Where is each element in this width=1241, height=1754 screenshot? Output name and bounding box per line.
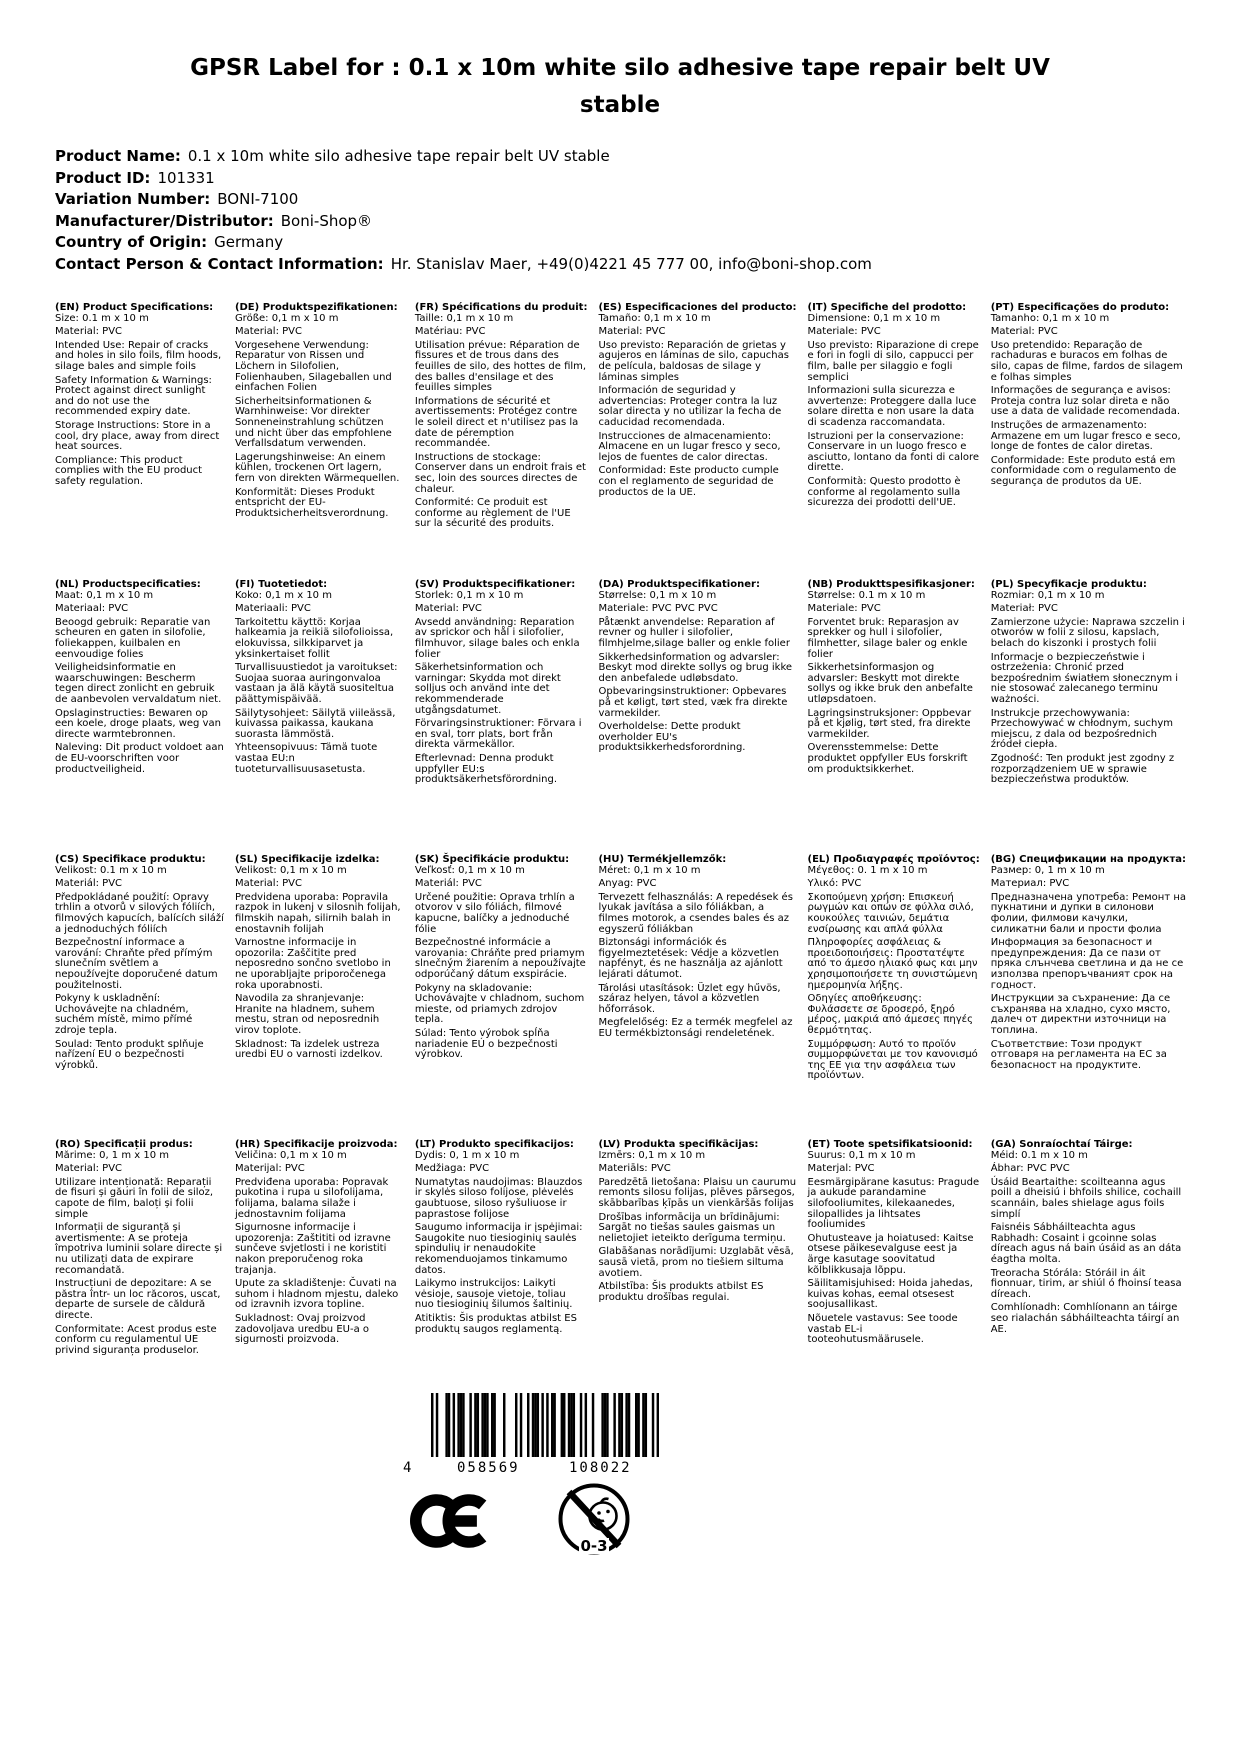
lang-paragraph: Veiligheidsinformatie en waarschuwingen: Bescherm tegen direct zonlicht en gebruik de aanbevolen vervaldatum niet. bbox=[55, 662, 222, 705]
lang-paragraph: Instructions de stockage: Conserver dans un endroit frais et sec, loin des sources directes de chaleur. bbox=[414, 451, 586, 495]
lang-paragraph: Информация за безопасност и предупреждения: Да се пази от пряка слънчева светлина и да не се използва препоръчваният срок на годност. bbox=[990, 937, 1184, 991]
lang-paragraph: Opbevaringsinstruktioner: Opbevares på et køligt, tørt sted, væk fra direkte varmekilder. bbox=[598, 686, 788, 719]
lang-block-header: (FR) Spécifications du produit: bbox=[414, 302, 588, 313]
lang-paragraph: Material: PVC bbox=[55, 326, 123, 338]
lang-paragraph: Informations de sécurité et avertissements: Protégez contre le soleil direct et n'utilisez pas la date de péremption recommandée. bbox=[414, 395, 579, 450]
lang-paragraph: Conformidad: Este producto cumple con el reglamento de seguridad de productos de la UE. bbox=[598, 465, 779, 498]
lang-paragraph: Σκοπούμενη χρήση: Επισκευή ρωγμών και οπών σε φύλλα σιλό, κουκούλες ταινιών, δεμάτια ενσίρωσης και απλά φύλλα bbox=[807, 891, 974, 935]
lang-paragraph: Overensstemmelse: Dette produktet oppfyller EUs forskrift om produktsikkerhet. bbox=[807, 742, 968, 775]
lang-block-header: (ES) Especificaciones del producto: bbox=[598, 302, 797, 313]
lang-paragraph: Utilizare intenționată: Reparații de fisuri și găuri în folii de siloz, capote de film, baloți și folii simple bbox=[55, 1176, 214, 1220]
ce-mark-icon bbox=[410, 1492, 496, 1550]
lang-paragraph: Uso pretendido: Reparação de rachaduras e buracos em folhas de silo, capas de filme, fardos de silagem e folhas simples bbox=[990, 339, 1183, 383]
lang-block-en bbox=[55, 303, 224, 580]
lang-block-header: (IT) Specifiche del prodotto: bbox=[807, 302, 967, 313]
lang-block-body bbox=[415, 866, 588, 1061]
lang-paragraph: Conformità: Questo prodotto è conforme al regolamento sulla sicurezza dei prodotti dell'UE. bbox=[807, 475, 961, 509]
lang-block-body bbox=[235, 591, 404, 776]
lang-paragraph: Taille: 0,1 m x 10 m bbox=[414, 312, 514, 324]
lang-paragraph: Ábhar: PVC PVC bbox=[990, 1163, 1070, 1175]
product-info-row bbox=[55, 232, 872, 254]
lang-paragraph: Rozmiar: 0,1 m x 10 m bbox=[990, 589, 1105, 601]
lang-block-header: (SL) Specifikacije izdelka: bbox=[234, 854, 380, 865]
lang-paragraph: Faisnéis Sábháilteachta agus Rabhadh: Cosaint i gcoinne solas díreach agus ná bain úsáid as an dáta éagtha molta. bbox=[990, 1222, 1182, 1265]
lang-paragraph: Tárolási utasítások: Üzlet egy hűvös, száraz helyen, távol a közvetlen hőforrások. bbox=[598, 982, 781, 1015]
product-info-value: Boni-Shop® bbox=[280, 211, 373, 230]
lang-block-header: (SV) Produktspecifikationer: bbox=[414, 579, 576, 590]
lang-paragraph: Saugumo informacija ir įspėjimai: Saugokite nuo tiesioginių saulės spindulių ir nenaudokite rekomenduojamos tinkamumo datos. bbox=[414, 1222, 583, 1276]
lang-paragraph: Säilitamisjuhised: Hoida jahedas, kuivas kohas, eemal otsesest soojusallikast. bbox=[807, 1278, 973, 1311]
lang-paragraph: Intended Use: Repair of cracks and holes in silo foils, film hoods, silage bales and simple foils bbox=[55, 339, 222, 372]
lang-paragraph: Materiál: PVC bbox=[414, 878, 482, 890]
lang-paragraph: Materiale: PVC bbox=[807, 326, 881, 338]
lang-block-body bbox=[55, 314, 224, 488]
lang-paragraph: Compliance: This product complies with the EU product safety regulation. bbox=[55, 454, 203, 487]
lang-paragraph: Οδηγίες αποθήκευσης: Φυλάσσετε σε δροσερό, ξηρό μέρος, μακριά από άμεσες πηγές θερμότητας. bbox=[807, 993, 973, 1036]
lang-paragraph: Anyag: PVC bbox=[598, 878, 657, 890]
lang-paragraph: Nõuetele vastavus: See toode vastab EL-i tooteohutusmäärusele. bbox=[807, 1312, 958, 1346]
lang-paragraph: Glabāšanas norādījumi: Uzglabāt vēsā, sausā vietā, prom no tiešiem siltuma avotiem. bbox=[598, 1246, 794, 1279]
lang-paragraph: Skladnost: Ta izdelek ustreza uredbi EU o varnosti izdelkov. bbox=[234, 1038, 383, 1061]
lang-paragraph: Предназначена употреба: Ремонт на пукнатини и дупки в силонови фолии, филмови качулки, силикатни бали и прости фолиа bbox=[990, 891, 1187, 935]
lang-paragraph: Paredzētā lietošana: Plaisu un caurumu remonts silosu folijas, plēves pārsegos, skābbarības ķīpās un vienkāršās folijas bbox=[598, 1176, 797, 1209]
product-info-value: Germany bbox=[214, 233, 284, 251]
lang-paragraph: Materiale: PVC bbox=[807, 603, 881, 615]
lang-paragraph: Materjal: PVC bbox=[807, 1163, 875, 1175]
lang-paragraph: Efterlevnad: Denna produkt uppfyller EU:s produktsäkerhetsförordning. bbox=[414, 752, 558, 786]
age-warning-label: 0-3 bbox=[580, 1537, 608, 1555]
lang-block-fr bbox=[415, 303, 588, 580]
barcode-digits-right: 108022 bbox=[569, 1460, 632, 1476]
lang-paragraph: Sukladnost: Ovaj proizvod zadovoljava uredbu EU-a o sigurnosti proizvoda. bbox=[234, 1312, 369, 1346]
lang-paragraph: Sikkerhedsinformation og advarsler: Beskyt mod direkte sollys og brug ikke den anbefalede udløbsdato. bbox=[598, 651, 793, 684]
lang-paragraph: Matériau: PVC bbox=[414, 326, 486, 338]
product-info-row bbox=[55, 168, 872, 190]
lang-paragraph: Soulad: Tento produkt splňuje nařízení EU o bezpečnosti výrobků. bbox=[55, 1038, 204, 1071]
lang-paragraph: Μέγεθος: 0. 1 m x 10 m bbox=[807, 864, 928, 876]
lang-paragraph: Navodila za shranjevanje: Hranite na hladnem, suhem mestu, stran od neposrednih virov toplote. bbox=[234, 993, 380, 1036]
lang-paragraph: Předpokládané použití: Opravy trhlin a otvorů v silových fóliích, filmových kapucích, balících siláží a jednoduchých fóliích bbox=[55, 891, 224, 935]
lang-paragraph: Veľkosť: 0,1 m x 10 m bbox=[414, 864, 525, 876]
lang-paragraph: Mărime: 0, 1 m x 10 m bbox=[55, 1149, 170, 1161]
lang-paragraph: Predviđena uporaba: Popravak pukotina i rupa u silofolijama, folijama, balama silaže i jednostavnim folijama bbox=[234, 1176, 389, 1220]
lang-block-body bbox=[808, 591, 980, 776]
lang-paragraph: Sikkerhetsinformasjon og advarsler: Beskytt mot direkte sollys og ikke bruk den anbefalte utløpsdatoen. bbox=[807, 662, 973, 705]
lang-paragraph: Tarkoitettu käyttö: Korjaa halkeamia ja reikiä silofolioissa, elokuvissa, silkkiparvet ja yksinkertaiset follit bbox=[234, 616, 394, 660]
lang-paragraph: Forventet bruk: Reparasjon av sprekker og hull i silofolier, filmhetter, silage baler og enkle folier bbox=[807, 616, 968, 660]
lang-block-body bbox=[598, 591, 796, 754]
lang-paragraph: Naleving: Dit product voldoet aan de EU-voorschriften voor productveiligheid. bbox=[55, 742, 224, 775]
lang-block-header: (PL) Specyfikacje produktu: bbox=[990, 579, 1147, 590]
lang-paragraph: Uso previsto: Riparazione di crepe e fori in fogli di silo, cappucci per film, balle per silaggio e fogli semplici bbox=[807, 339, 979, 383]
product-info-value: Hr. Stanislav Maer, +49(0)4221 45 777 00, info@boni-shop.com bbox=[390, 254, 872, 273]
lang-paragraph: Material: PVC bbox=[990, 326, 1058, 338]
lang-paragraph: Instruções de armazenamento: Armazene em um lugar fresco e seco, longe de fontes de calor diretas. bbox=[990, 419, 1181, 453]
lang-paragraph: Conformité: Ce produit est conforme au règlement de l'UE sur la sécurité des produits. bbox=[414, 497, 571, 530]
lang-paragraph: Úsáid Beartaithe: scoilteanna agus poill a dheisiú i bhfoils shilice, cochaill scannáin, bales shielage agus foils simplí bbox=[990, 1176, 1182, 1220]
lang-paragraph: Turvallisuustiedot ja varoitukset: Suojaa suoraa auringonvaloa vastaan ja älä käytä suositeltua päättymispäivää. bbox=[234, 662, 398, 705]
lang-block-body bbox=[991, 1151, 1186, 1336]
lang-block-body bbox=[598, 866, 796, 1040]
barcode-digits-left: 058569 bbox=[457, 1460, 520, 1476]
lang-paragraph: Informații de siguranță și avertismente: A se proteja împotriva luminii solare directe și nu utilizați data de expirare recomandată. bbox=[55, 1222, 223, 1276]
ean13-barcode bbox=[431, 1393, 659, 1457]
lang-paragraph: Vorgesehene Verwendung: Reparatur von Rissen und Löchern in Silofolien, Folienhauben, Silageballen und einfachen Folien bbox=[234, 339, 392, 394]
lang-block-body bbox=[808, 314, 980, 509]
lang-paragraph: Size: 0.1 m x 10 m bbox=[55, 312, 149, 324]
lang-paragraph: Velikost: 0.1 m x 10 m bbox=[55, 864, 167, 876]
product-info-label: Variation Number: bbox=[55, 190, 211, 208]
lang-paragraph: Storlek: 0,1 m x 10 m bbox=[414, 589, 524, 601]
lang-block-sl bbox=[235, 855, 404, 1140]
product-info-label: Contact Person & Contact Information: bbox=[55, 254, 384, 273]
product-info-label: Country of Origin: bbox=[55, 233, 208, 251]
lang-paragraph: Suurus: 0,1 m x 10 m bbox=[807, 1149, 916, 1161]
lang-paragraph: Conformitate: Acest produs este conform cu regulamentul UE privind siguranța produselor. bbox=[55, 1323, 217, 1356]
lang-paragraph: Izmērs: 0,1 m x 10 m bbox=[598, 1149, 706, 1161]
product-info-row bbox=[55, 254, 872, 276]
lang-paragraph: Συμμόρφωση: Αυτό το προϊόν συμμορφώνεται με τον κανονισμό της ΕΕ για την ασφάλεια των προϊόντων. bbox=[807, 1038, 978, 1082]
lang-paragraph: Predvidena uporaba: Popravila razpok in lukenj v silosnih folijah, filmskih napah, silirnih balah in enostavnih folijah bbox=[234, 891, 401, 935]
lang-paragraph: Informações de segurança e avisos: Proteja contra luz solar direta e não use a data de validade recomendada. bbox=[990, 385, 1181, 418]
lang-block-body bbox=[808, 866, 980, 1082]
lang-paragraph: Instrucțiuni de depozitare: A se păstra într- un loc răcoros, uscat, departe de sursele de căldură directe. bbox=[55, 1278, 221, 1321]
lang-paragraph: Konformität: Dieses Produkt entspricht der EU-Produktsicherheitsverordnung. bbox=[234, 486, 389, 519]
lang-block-de bbox=[235, 303, 404, 580]
lang-paragraph: Instrucciones de almacenamiento: Almacene en un lugar fresco y seco, lejos de fuentes de calor directas. bbox=[598, 430, 781, 463]
lang-block-cs bbox=[55, 855, 224, 1140]
lang-block-header: (NB) Produkttspesifikasjoner: bbox=[807, 579, 975, 590]
lang-paragraph: Méret: 0,1 m x 10 m bbox=[598, 864, 701, 876]
lang-paragraph: Sigurnosne informacije i upozorenja: Zaštititi od izravne sunčeve svjetlosti i ne koristiti nakon preporučenog roka trajanja. bbox=[234, 1222, 391, 1276]
lang-block-header: (BG) Спецификации на продукта: bbox=[990, 854, 1186, 865]
lang-paragraph: Pokyny k uskladnění: Uchovávejte na chladném, suchém místě, mimo přímé zdroje tepla. bbox=[55, 993, 193, 1036]
lang-block-bg bbox=[991, 855, 1186, 1140]
lang-paragraph: Dydis: 0, 1 m x 10 m bbox=[414, 1149, 520, 1161]
product-info-value: 0.1 x 10m white silo adhesive tape repair belt UV stable bbox=[187, 147, 610, 165]
lang-block-header: (HU) Termékjellemzők: bbox=[598, 854, 727, 865]
lang-paragraph: Υλικό: PVC bbox=[807, 878, 862, 890]
lang-block-header: (LT) Produkto specifikacijos: bbox=[414, 1139, 574, 1150]
lang-paragraph: Veličina: 0,1 m x 10 m bbox=[234, 1149, 347, 1161]
lang-block-header: (LV) Produkta specifikācijas: bbox=[598, 1139, 759, 1150]
lang-paragraph: Material: PVC bbox=[234, 326, 302, 338]
lang-paragraph: Инструкции за съхранение: Да се съхранява на хладно, сухо място, далеч от директни източници на топлина. bbox=[990, 993, 1171, 1036]
lang-block-header: (HR) Specifikacije proizvoda: bbox=[234, 1139, 398, 1150]
lang-paragraph: Opslaginstructies: Bewaren op een koele, droge plaats, weg van directe warmtebronnen. bbox=[55, 707, 221, 740]
lang-paragraph: Comhlíonadh: Comhlíonann an táirge seo rialachán sábháilteachta táirgí an AE. bbox=[990, 1302, 1180, 1335]
lang-block-header: (EL) Προδιαγραφές προϊόντος: bbox=[807, 854, 980, 865]
lang-paragraph: Méid: 0.1 m x 10 m bbox=[990, 1149, 1088, 1161]
lang-block-body bbox=[235, 866, 404, 1061]
lang-paragraph: Eesmärgipärane kasutus: Pragude ja aukude parandamine silofooliumites, kilekaanedes, silopallides ja lihtsates fooliumides bbox=[807, 1176, 980, 1231]
product-info-label: Product ID: bbox=[55, 168, 151, 187]
lang-paragraph: Размер: 0, 1 m x 10 m bbox=[990, 864, 1105, 876]
lang-paragraph: Materiał: PVC bbox=[990, 603, 1058, 615]
lang-paragraph: Tervezett felhasználás: A repedések és lyukak javítása a silo fóliákban, a filmes motorok, a csendes bales és az egyszerű fóliákban bbox=[598, 891, 793, 935]
lang-paragraph: Určené použitie: Oprava trhlín a otvorov v silo fóliách, filmové kapucne, balíčky a jednoduché fólie bbox=[414, 891, 575, 935]
lang-block-ro bbox=[55, 1140, 224, 1356]
lang-paragraph: Ohutusteave ja hoiatused: Kaitse otsese päikesevalguse eest ja ärge kasutage soovitatud kõlblikkusaja lõppu. bbox=[807, 1232, 974, 1276]
lang-paragraph: Sicherheitsinformationen & Warnhinweise: Vor direkter Sonneneinstrahlung schützen und nicht über das empfohlene Verfallsdatum verwenden. bbox=[234, 395, 392, 450]
page-title: GPSR Label for : 0.1 x 10m white silo adhesive tape repair belt UV stable bbox=[190, 55, 1050, 118]
lang-block-lv bbox=[598, 1140, 796, 1356]
product-info-row bbox=[55, 189, 872, 211]
lang-paragraph: Avsedd användning: Reparation av sprickor och hål i silofolier, filmhuvor, silage bales och enkla folier bbox=[414, 616, 580, 660]
lang-block-sv bbox=[415, 580, 588, 855]
lang-paragraph: Materiál: PVC bbox=[55, 878, 123, 890]
lang-paragraph: Numatytas naudojimas: Blauzdos ir skylės siloso folijose, plėvelės gaubtuose, siloso ryšuliuose ir paprastose folijose bbox=[414, 1176, 583, 1220]
lang-block-header: (DA) Produktspecifikationer: bbox=[598, 579, 760, 590]
barcode-digit-leading: 4 bbox=[403, 1460, 414, 1476]
product-info-label: Product Name: bbox=[55, 147, 181, 165]
age-warning-0-3-icon bbox=[556, 1481, 632, 1557]
lang-paragraph: Medžiaga: PVC bbox=[414, 1163, 490, 1175]
lang-paragraph: Größe: 0,1 m x 10 m bbox=[234, 312, 339, 324]
lang-paragraph: Atbilstība: Šis produkts atbilst ES produktu drošības regulai. bbox=[598, 1281, 764, 1303]
lang-paragraph: Biztonsági információk és figyelmeztetések: Védje a közvetlen napfényt, és ne használja az ajánlott lejárati dátumot. bbox=[598, 937, 783, 980]
lang-block-body bbox=[55, 591, 224, 776]
lang-block-body bbox=[991, 591, 1186, 786]
lang-block-it bbox=[808, 303, 980, 580]
lang-paragraph: Material: PVC bbox=[55, 1163, 123, 1175]
lang-paragraph: Material: PVC bbox=[234, 878, 302, 890]
lang-paragraph: Materijal: PVC bbox=[234, 1163, 305, 1175]
product-info bbox=[55, 146, 872, 275]
lang-block-header: (GA) Sonraíochtaí Táirge: bbox=[990, 1139, 1133, 1150]
lang-block-sk bbox=[415, 855, 588, 1140]
product-info-value: 101331 bbox=[157, 168, 215, 187]
lang-paragraph: Información de seguridad y advertencias: Proteger contra la luz solar directa y no utilizar la fecha de caducidad recomendada. bbox=[598, 385, 782, 428]
lang-block-body bbox=[415, 314, 588, 530]
lang-block-body bbox=[598, 314, 796, 499]
product-info-row bbox=[55, 146, 872, 168]
lang-paragraph: Zamierzone użycie: Naprawa szczelin i otworów w folii z silosu, kapslach, belach do kiszonki i prostych folii bbox=[990, 616, 1185, 649]
lang-block-da bbox=[598, 580, 796, 855]
lang-paragraph: Beoogd gebruik: Reparatie van scheuren en gaten in silofolie, foliekappen, kuilbalen en eenvoudige folies bbox=[55, 616, 211, 660]
lang-block-el bbox=[808, 855, 980, 1140]
lang-block-ga bbox=[991, 1140, 1186, 1356]
lang-paragraph: Materiaali: PVC bbox=[234, 603, 311, 615]
lang-paragraph: Safety Information & Warnings: Protect against direct sunlight and do not use the recommended expiry date. bbox=[55, 374, 212, 418]
lang-block-nb bbox=[808, 580, 980, 855]
lang-paragraph: Conformidade: Este produto está em conformidade com o regulamento de segurança de produtos da UE. bbox=[990, 454, 1177, 487]
lang-paragraph: Informazioni sulla sicurezza e avvertenze: Proteggere dalla luce solare diretta e non usare la data di scadenza raccomandata. bbox=[807, 385, 977, 428]
lang-block-et bbox=[808, 1140, 980, 1356]
lang-block-pt bbox=[991, 303, 1186, 580]
lang-block-body bbox=[598, 1151, 796, 1304]
product-info-value: BONI-7100 bbox=[217, 190, 299, 208]
lang-paragraph: Materiaal: PVC bbox=[55, 603, 129, 615]
lang-block-fi bbox=[235, 580, 404, 855]
lang-paragraph: Varnostne informacije in opozorila: Zaščitite pred neposredno sončno svetlobo in ne uporabljajte priporočenega roka uporabnosti. bbox=[234, 937, 391, 991]
lang-paragraph: Πληροφορίες ασφάλειας & προειδοποιήσεις: Προστατέψτε από το άμεσο ηλιακό φως και μην χρησιμοποιήσετε τη συνιστώμενη ημερομηνία λήξης. bbox=[807, 937, 978, 991]
lang-block-header: (CS) Specifikace produktu: bbox=[55, 854, 206, 865]
lang-paragraph: Súlad: Tento výrobok spĺňa nariadenie EÚ o bezpečnosti výrobkov. bbox=[414, 1027, 558, 1061]
lang-paragraph: Velikost: 0,1 m x 10 m bbox=[234, 864, 347, 876]
lang-paragraph: Материал: PVC bbox=[990, 878, 1070, 890]
lang-paragraph: Uso previsto: Reparación de grietas y agujeros en láminas de silo, capuchas de película, baldosas de silage y láminas simples bbox=[598, 339, 789, 383]
lang-paragraph: Bezpečnostní informace a varování: Chraňte před přímým slunečním světlem a nepoužívejte doporučené datum použitelnosti. bbox=[55, 937, 218, 991]
lang-paragraph: Yhteensopivuus: Tämä tuote vastaa EU:n tuoteturvallisuusasetusta. bbox=[234, 742, 378, 775]
lang-block-hr bbox=[235, 1140, 404, 1356]
lang-paragraph: Koko: 0,1 m x 10 m bbox=[234, 589, 332, 601]
lang-paragraph: Informacje o bezpieczeństwie i ostrzeżenia: Chronić przed bezpośrednim światłem słonecznym i nie stosować zalecanego terminu ważności. bbox=[990, 651, 1179, 705]
lang-block-nl bbox=[55, 580, 224, 855]
language-grid bbox=[55, 303, 1186, 1356]
lang-paragraph: Material: PVC bbox=[414, 603, 482, 615]
lang-paragraph: Megfelelőség: Ez a termék megfelel az EU termékbiztonsági rendeletének. bbox=[598, 1017, 793, 1039]
lang-paragraph: Atitiktis: Šis produktas atbilst ES produktų saugos reglamentą. bbox=[414, 1312, 577, 1335]
product-info-row bbox=[55, 211, 872, 233]
lang-paragraph: Съответствие: Този продукт отговаря на регламента на ЕС за безопасност на продуктите. bbox=[990, 1038, 1167, 1071]
lang-block-body bbox=[991, 866, 1186, 1072]
lang-block-body bbox=[235, 314, 404, 520]
lang-block-header: (EN) Product Specifications: bbox=[55, 302, 214, 313]
lang-paragraph: Påtænkt anvendelse: Reparation af revner og huller i silofolier, filmhjelme,silage baller og enkle folier bbox=[598, 616, 790, 649]
lang-block-header: (RO) Specificații produs: bbox=[55, 1139, 193, 1150]
lang-paragraph: Pokyny na skladovanie: Uchovávajte v chladnom, suchom mieste, od priamych zdrojov tepla. bbox=[414, 982, 585, 1026]
lang-paragraph: Materiale: PVC PVC PVC bbox=[598, 603, 718, 615]
lang-block-header: (DE) Produktspezifikationen: bbox=[234, 302, 398, 313]
lang-paragraph: Tamaño: 0,1 m x 10 m bbox=[598, 312, 711, 324]
lang-paragraph: Zgodność: Ten produkt jest zgodny z rozporządzeniem UE w sprawie bezpieczeństwa produktów. bbox=[990, 752, 1175, 786]
lang-paragraph: Upute za skladištenje: Čuvati na suhom i hladnom mjestu, daleko od izravnih izvora topline. bbox=[234, 1278, 399, 1311]
product-info-label: Manufacturer/Distributor: bbox=[55, 211, 274, 230]
lang-paragraph: Förvaringsinstruktioner: Förvara i en sval, torr plats, bort från direkta värmekällor. bbox=[414, 718, 582, 751]
lang-block-body bbox=[235, 1151, 404, 1346]
lang-block-header: (SK) Špecifikácie produktu: bbox=[414, 854, 570, 865]
lang-block-es bbox=[598, 303, 796, 580]
lang-paragraph: Størrelse: 0.1 m x 10 m bbox=[807, 589, 926, 601]
lang-paragraph: Maat: 0,1 m x 10 m bbox=[55, 589, 154, 601]
lang-block-lt bbox=[415, 1140, 588, 1356]
lang-paragraph: Säilytysohjeet: Säilytä viileässä, kuivassa paikassa, kaukana suorasta lämmöstä. bbox=[234, 707, 396, 740]
lang-paragraph: Drošības informācija un brīdinājumi: Sargāt no tiešas saules gaismas un nelietojiet ieteikto derīguma termiņu. bbox=[598, 1211, 786, 1244]
lang-paragraph: Utilisation prévue: Réparation de fissures et de trous dans des feuilles de silo, des hottes de film, des balles d'ensilage et des feuilles simples bbox=[414, 339, 587, 394]
lang-paragraph: Laikymo instrukcijos: Laikyti vėsioje, sausoje vietoje, toliau nuo tiesioginių šilumos šaltinių. bbox=[414, 1278, 573, 1311]
lang-paragraph: Størrelse: 0,1 m x 10 m bbox=[598, 589, 717, 601]
lang-paragraph: Säkerhetsinformation och varningar: Skydda mot direkt solljus och använd inte det rekommenderade utgångsdatumet. bbox=[414, 662, 561, 716]
lang-paragraph: Overholdelse: Dette produkt overholder EU's produktsikkerhedsforordning. bbox=[598, 721, 746, 754]
lang-block-body bbox=[991, 314, 1186, 488]
lang-block-header: (NL) Productspecificaties: bbox=[55, 579, 201, 590]
lang-block-body bbox=[55, 866, 224, 1072]
lang-block-header: (ET) Toote spetsifikatsioonid: bbox=[807, 1139, 973, 1150]
lang-block-hu bbox=[598, 855, 796, 1140]
lang-paragraph: Lagerungshinweise: An einem kühlen, trockenen Ort lagern, fern von direkten Wärmequellen. bbox=[234, 451, 400, 484]
lang-block-header: (FI) Tuotetiedot: bbox=[234, 579, 328, 590]
lang-block-body bbox=[415, 1151, 588, 1336]
lang-block-pl bbox=[991, 580, 1186, 855]
lang-paragraph: Lagringsinstruksjoner: Oppbevar på et kjølig, tørt sted, fra direkte varmekilder. bbox=[807, 707, 972, 740]
lang-paragraph: Bezpečnostné informácie a varovania: Chráňte pred priamym slnečným žiarením a nepoužívajte odporúčaný dátum exspirácie. bbox=[414, 937, 586, 980]
lang-block-header: (PT) Especificações do produto: bbox=[990, 302, 1170, 313]
lang-block-body bbox=[55, 1151, 224, 1357]
lang-block-body bbox=[808, 1151, 980, 1346]
lang-paragraph: Instrukcje przechowywania: Przechowywać w chłodnym, suchym miejscu, z dala od bezpośrednich źródeł ciepła. bbox=[990, 707, 1174, 751]
lang-paragraph: Materiāls: PVC bbox=[598, 1163, 671, 1175]
lang-paragraph: Material: PVC bbox=[598, 326, 666, 338]
lang-paragraph: Storage Instructions: Store in a cool, dry place, away from direct heat sources. bbox=[55, 419, 220, 453]
lang-paragraph: Tamanho: 0,1 m x 10 m bbox=[990, 312, 1110, 324]
lang-paragraph: Treoracha Stórála: Stóráil in áit fionnuar, tirim, ar shiúl ó fhoinsí teasa díreach. bbox=[990, 1267, 1182, 1300]
lang-paragraph: Istruzioni per la conservazione: Conservare in un luogo fresco e asciutto, lontano da fonti di calore dirette. bbox=[807, 430, 980, 474]
lang-block-body bbox=[415, 591, 588, 786]
lang-paragraph: Dimensione: 0,1 m x 10 m bbox=[807, 312, 941, 324]
